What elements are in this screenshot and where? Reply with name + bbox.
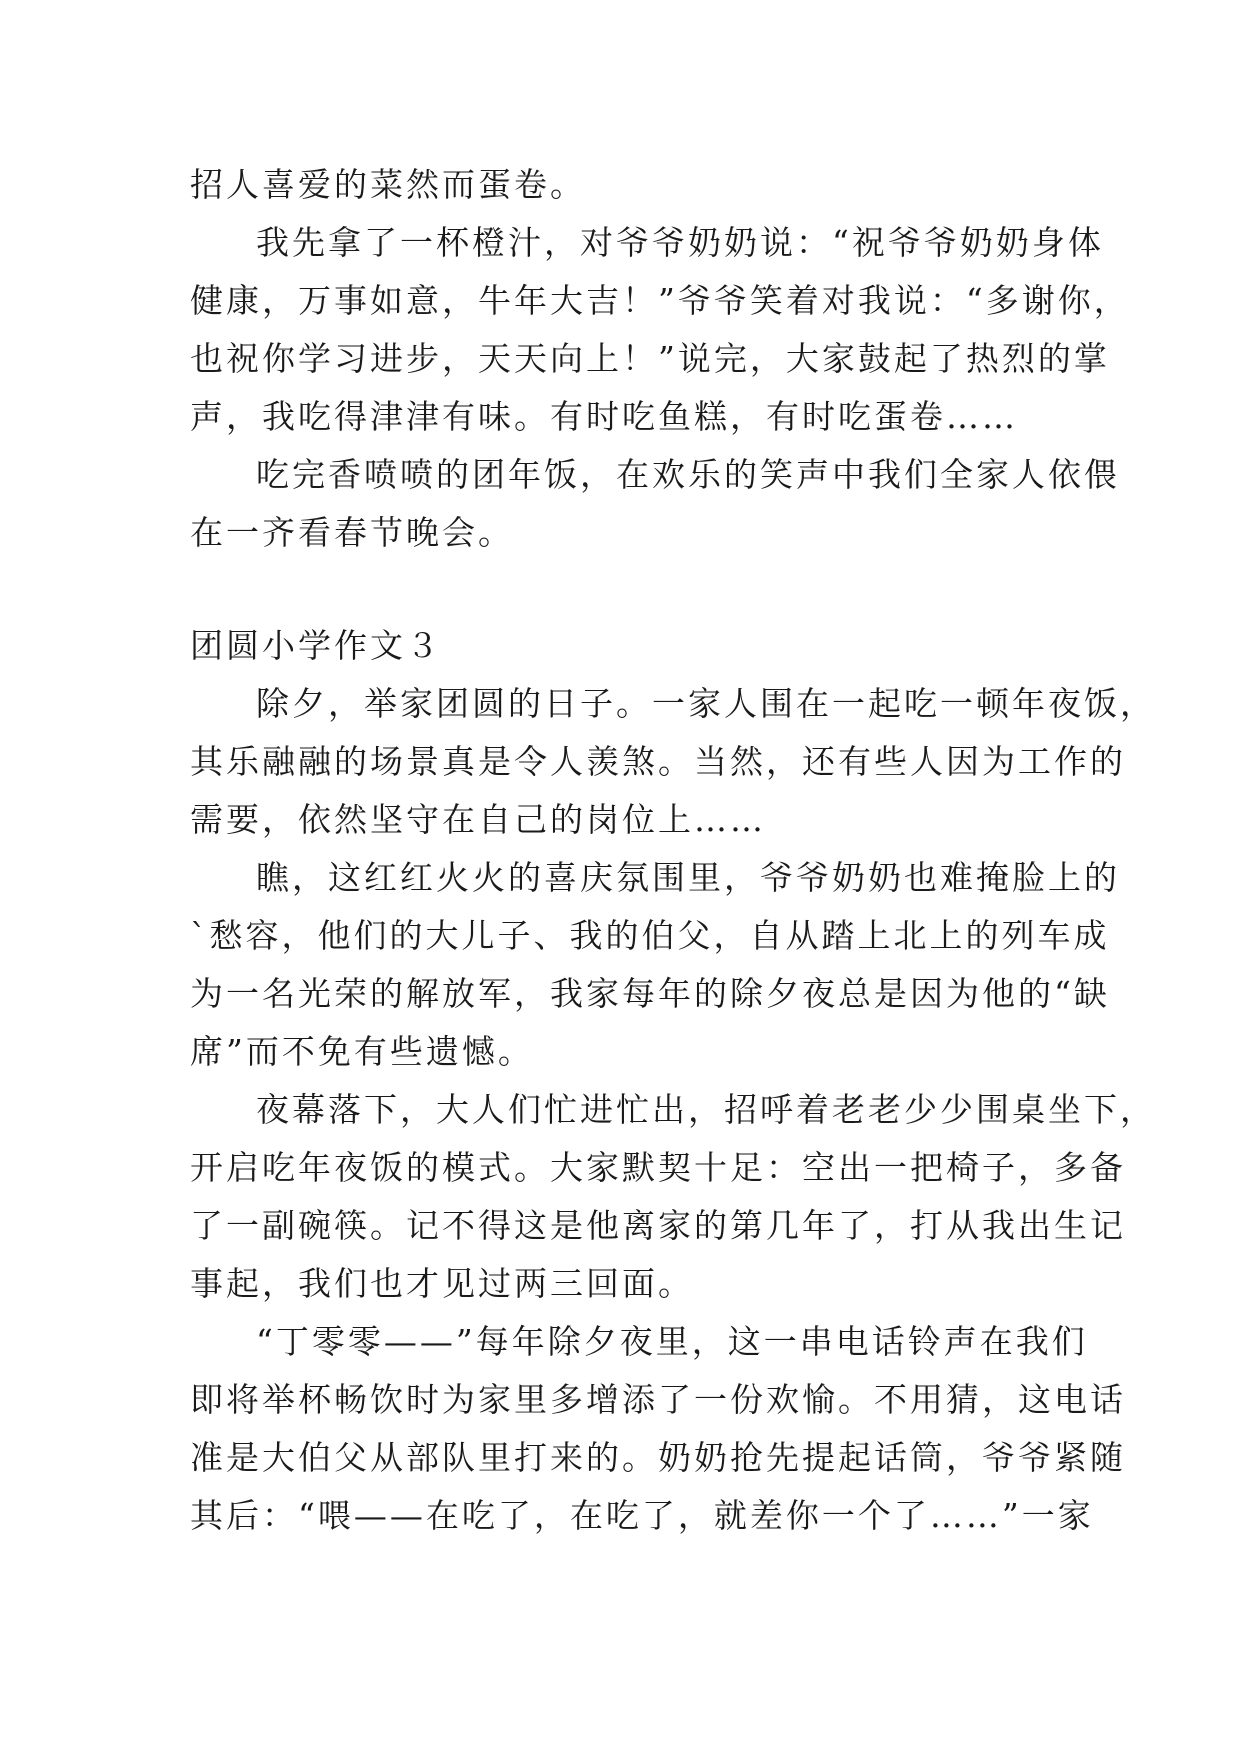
text-line: 其后：“喂——在吃了，在吃了，就差你一个了……”一家	[190, 1496, 1094, 1535]
text-line: 事起，我们也才见过两三回面。	[190, 1264, 694, 1303]
text-line: 健康，万事如意，牛年大吉！”爷爷笑着对我说：“多谢你，	[190, 281, 1130, 320]
text-line: 需要，依然坚守在自己的岗位上……	[190, 800, 766, 839]
text-line: 开启吃年夜饭的模式。大家默契十足：空出一把椅子，多备	[190, 1148, 1126, 1187]
text-line: 即将举杯畅饮时为家里多增添了一份欢愉。不用猜，这电话	[190, 1380, 1126, 1419]
text-line: `愁容，他们的大儿子、我的伯父，自从踏上北上的列车成	[190, 916, 1110, 955]
text-line: 其乐融融的场景真是令人羡煞。当然，还有些人因为工作的	[190, 742, 1126, 781]
text-line: 招人喜爱的菜然而蛋卷。	[190, 165, 586, 204]
text-line: 为一名光荣的解放军，我家每年的除夕夜总是因为他的“缺	[190, 974, 1110, 1013]
section-heading: 团圆小学作文３	[190, 626, 442, 665]
text-line: “丁零零——”每年除夕夜里，这一串电话铃声在我们	[256, 1322, 1088, 1361]
text-line: 除夕，举家团圆的日子。一家人围在一起吃一顿年夜饭，	[256, 684, 1156, 723]
text-line: 吃完香喷喷的团年饭，在欢乐的笑声中我们全家人依偎	[256, 455, 1120, 494]
text-line: 夜幕落下，大人们忙进忙出，招呼着老老少少围桌坐下，	[256, 1090, 1156, 1129]
text-line: 瞧，这红红火火的喜庆氛围里，爷爷奶奶也难掩脸上的	[256, 858, 1120, 897]
text-line: 准是大伯父从部队里打来的。奶奶抢先提起话筒，爷爷紧随	[190, 1438, 1126, 1477]
text-line: 我先拿了一杯橙汁，对爷爷奶奶说：“祝爷爷奶奶身体	[256, 223, 1104, 262]
text-line: 了一副碗筷。记不得这是他离家的第几年了，打从我出生记	[190, 1206, 1126, 1245]
text-line: 声，我吃得津津有味。有时吃鱼糕，有时吃蛋卷……	[190, 397, 1018, 436]
text-line: 也祝你学习进步，天天向上！”说完，大家鼓起了热烈的掌	[190, 339, 1110, 378]
text-line: 在一齐看春节晚会。	[190, 513, 514, 552]
text-line: 席”而不免有些遗憾。	[190, 1032, 534, 1071]
